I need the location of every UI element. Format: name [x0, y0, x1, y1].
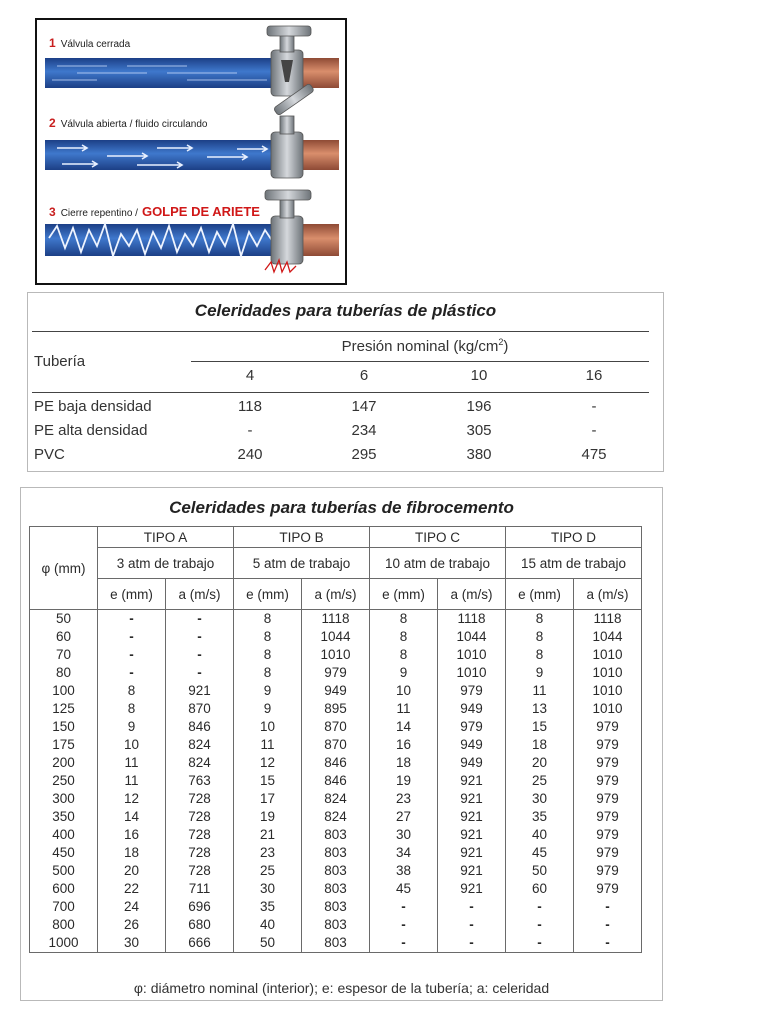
table-cell: 9 — [98, 718, 166, 736]
table-footnote: φ: diámetro nominal (interior); e: espesor de la tubería; a: celeridad — [133, 980, 550, 996]
table-cell: 1010 — [574, 646, 642, 664]
table-cell: 1044 — [438, 628, 506, 646]
step-1-label — [49, 36, 130, 50]
table-row — [30, 700, 642, 718]
cell: - — [591, 398, 597, 415]
table-cell: 8 — [234, 610, 302, 629]
table-cell: 40 — [506, 826, 574, 844]
table-cell: - — [98, 628, 166, 646]
table-cell: 979 — [574, 880, 642, 898]
table-title: Celeridades para tuberías de fibrocemento — [169, 498, 514, 517]
table-cell: 50 — [506, 862, 574, 880]
table-cell: - — [574, 934, 642, 953]
pressure-group-header — [342, 337, 509, 355]
table-cell: 20 — [506, 754, 574, 772]
table-cell: 846 — [302, 772, 370, 790]
table-cell: 9 — [370, 664, 438, 682]
table-cell: 25 — [234, 862, 302, 880]
table-cell: 666 — [166, 934, 234, 953]
table-row — [30, 682, 642, 700]
table-cell: 22 — [98, 880, 166, 898]
table-cell: 21 — [234, 826, 302, 844]
cell: 305 — [466, 422, 492, 439]
table-cell: 921 — [438, 862, 506, 880]
table-cell: 18 — [370, 754, 438, 772]
table-cell: - — [574, 898, 642, 916]
diameter-cell: 150 — [30, 718, 98, 736]
table-cell: - — [506, 934, 574, 953]
table-cell: 10 — [370, 682, 438, 700]
table-cell: 979 — [438, 718, 506, 736]
pressure-col: 10 — [470, 367, 488, 384]
working-pressure-header: 10 atm de trabajo — [370, 548, 506, 579]
table-cell: 18 — [506, 736, 574, 754]
table-cell: 728 — [166, 808, 234, 826]
pipe-open-valve — [45, 83, 339, 178]
table-cell: 824 — [302, 790, 370, 808]
table-cell: 979 — [574, 718, 642, 736]
type-header: TIPO D — [506, 527, 642, 548]
table-cell: 14 — [98, 808, 166, 826]
table-row — [30, 916, 642, 934]
table-cell: 979 — [438, 682, 506, 700]
step-3-label — [49, 204, 260, 219]
type-header: TIPO A — [98, 527, 234, 548]
row-name: PE alta densidad — [34, 422, 148, 439]
table-cell: 921 — [438, 808, 506, 826]
thickness-header: e (mm) — [234, 579, 302, 610]
cell: 147 — [351, 398, 377, 415]
table-cell: 921 — [438, 826, 506, 844]
table-row — [30, 862, 642, 880]
table-cell: 8 — [234, 646, 302, 664]
table-cell: 921 — [438, 880, 506, 898]
table-cell: - — [370, 916, 438, 934]
table-cell: 803 — [302, 844, 370, 862]
row-name: PE baja densidad — [34, 398, 152, 415]
table-cell: 8 — [98, 682, 166, 700]
table-cell: 728 — [166, 790, 234, 808]
table-cell: 30 — [506, 790, 574, 808]
thickness-header: e (mm) — [506, 579, 574, 610]
table-row — [30, 754, 642, 772]
table-cell: 1118 — [302, 610, 370, 629]
table-row — [30, 646, 642, 664]
table-cell: 979 — [574, 790, 642, 808]
working-pressure-header: 15 atm de trabajo — [506, 548, 642, 579]
table-cell: - — [574, 916, 642, 934]
table-cell: 12 — [98, 790, 166, 808]
table-row — [30, 718, 642, 736]
diameter-cell: 125 — [30, 700, 98, 718]
table-cell: 1118 — [438, 610, 506, 629]
table-cell: 30 — [98, 934, 166, 953]
table-row — [30, 934, 642, 953]
table-cell: 824 — [166, 754, 234, 772]
table-cell: 979 — [574, 826, 642, 844]
type-header: TIPO B — [234, 527, 370, 548]
row-name: PVC — [34, 446, 65, 463]
table-cell: 23 — [234, 844, 302, 862]
pressure-header-text: Presión nominal (kg/cm — [341, 338, 499, 355]
table-cell: 8 — [370, 610, 438, 629]
table-cell: 8 — [370, 628, 438, 646]
table-cell: 803 — [302, 880, 370, 898]
working-pressure-header: 5 atm de trabajo — [234, 548, 370, 579]
table-cell: 711 — [166, 880, 234, 898]
pipe-diagram — [37, 20, 345, 283]
table-cell: 949 — [302, 682, 370, 700]
diameter-cell: 100 — [30, 682, 98, 700]
table-cell: - — [166, 628, 234, 646]
celerity-header: a (m/s) — [574, 579, 642, 610]
diameter-cell: 50 — [30, 610, 98, 629]
table-cell: 979 — [574, 736, 642, 754]
table-cell: 870 — [302, 736, 370, 754]
table-cell: - — [370, 934, 438, 953]
divider — [32, 331, 649, 332]
table-cell: 1010 — [438, 646, 506, 664]
celerity-header: a (m/s) — [166, 579, 234, 610]
cell: 118 — [238, 398, 262, 415]
pressure-col: 6 — [359, 367, 369, 384]
diameter-cell: 300 — [30, 790, 98, 808]
diameter-cell: 350 — [30, 808, 98, 826]
table-cell: 27 — [370, 808, 438, 826]
table-cell: - — [98, 664, 166, 682]
table-row — [30, 808, 642, 826]
pressure-col: 16 — [585, 367, 603, 384]
table-cell: 8 — [98, 700, 166, 718]
table-cell: 1044 — [574, 628, 642, 646]
table-cell: 12 — [234, 754, 302, 772]
table-cell: 728 — [166, 826, 234, 844]
table-cell: 30 — [234, 880, 302, 898]
table-cell: 8 — [506, 610, 574, 629]
step-text: Válvula cerrada — [60, 39, 131, 50]
cell: 295 — [351, 446, 377, 463]
table-cell: 824 — [302, 808, 370, 826]
table-cell: 680 — [166, 916, 234, 934]
table-cell: 803 — [302, 826, 370, 844]
table-cell: 1010 — [438, 664, 506, 682]
table-cell: - — [166, 610, 234, 629]
diameter-cell: 500 — [30, 862, 98, 880]
table-cell: 979 — [574, 754, 642, 772]
table-row — [30, 664, 642, 682]
table-cell: 14 — [370, 718, 438, 736]
table-cell: 1010 — [574, 664, 642, 682]
table-cell: 15 — [506, 718, 574, 736]
table-cell: 60 — [506, 880, 574, 898]
table-cell: 26 — [98, 916, 166, 934]
table-cell: 30 — [370, 826, 438, 844]
table-cell: - — [166, 664, 234, 682]
table-cell: 763 — [166, 772, 234, 790]
table-cell: 35 — [234, 898, 302, 916]
table-cell: 979 — [574, 844, 642, 862]
cell: 234 — [351, 422, 377, 439]
step-number: 1 — [49, 36, 56, 50]
table-row — [30, 898, 642, 916]
table-cell: 921 — [166, 682, 234, 700]
table-cell: 870 — [302, 718, 370, 736]
table-row — [30, 736, 642, 754]
table-title: Celeridades para tuberías de plástico — [194, 301, 497, 320]
diameter-header: φ (mm) — [30, 527, 98, 610]
table-cell: 10 — [234, 718, 302, 736]
table-cell: 35 — [506, 808, 574, 826]
diameter-cell: 60 — [30, 628, 98, 646]
unit-superscript: 2 — [498, 337, 504, 347]
diameter-cell: 80 — [30, 664, 98, 682]
cell: 240 — [237, 446, 263, 463]
table-row — [30, 826, 642, 844]
table-cell: 1010 — [574, 682, 642, 700]
table-cell: - — [166, 646, 234, 664]
table-row — [30, 790, 642, 808]
table-row — [30, 628, 642, 646]
table-cell: 11 — [370, 700, 438, 718]
table-cell: 9 — [234, 682, 302, 700]
divider — [191, 361, 649, 362]
table-cell: 921 — [438, 844, 506, 862]
diameter-cell: 250 — [30, 772, 98, 790]
working-pressure-header: 3 atm de trabajo — [98, 548, 234, 579]
table-cell: 921 — [438, 790, 506, 808]
cell: - — [247, 422, 253, 439]
step-number: 3 — [49, 205, 56, 219]
table-cell: 13 — [506, 700, 574, 718]
table-body — [30, 610, 642, 953]
pipe-water-hammer — [45, 190, 339, 272]
table-cell: 846 — [302, 754, 370, 772]
type-header: TIPO C — [370, 527, 506, 548]
table-cell: 11 — [506, 682, 574, 700]
table-cell: 979 — [302, 664, 370, 682]
table-cell: 803 — [302, 898, 370, 916]
table-cell: 8 — [506, 628, 574, 646]
table-cell: 921 — [438, 772, 506, 790]
celerity-table — [29, 526, 642, 953]
table-cell: - — [370, 898, 438, 916]
cell: 475 — [581, 446, 607, 463]
table-cell: 17 — [234, 790, 302, 808]
table-cell: 24 — [98, 898, 166, 916]
table-cell: - — [98, 646, 166, 664]
table-cell: 18 — [98, 844, 166, 862]
step-number: 2 — [49, 116, 56, 130]
table-cell: 45 — [506, 844, 574, 862]
table-cell: 23 — [370, 790, 438, 808]
diameter-cell: 450 — [30, 844, 98, 862]
diameter-cell: 200 — [30, 754, 98, 772]
table-cell: 25 — [506, 772, 574, 790]
table-cell: 16 — [370, 736, 438, 754]
table-cell: 696 — [166, 898, 234, 916]
table-cell: 16 — [98, 826, 166, 844]
table-cell: 728 — [166, 862, 234, 880]
step-2-label — [49, 116, 207, 130]
table-cell: 803 — [302, 934, 370, 953]
cell: 196 — [466, 398, 492, 415]
table-cell: - — [506, 898, 574, 916]
table-cell: 9 — [234, 700, 302, 718]
diameter-cell: 600 — [30, 880, 98, 898]
table-cell: - — [98, 610, 166, 629]
table-cell: - — [438, 898, 506, 916]
fibrocement-pipe-table — [20, 487, 663, 1001]
table-cell: 949 — [438, 736, 506, 754]
table-cell: 34 — [370, 844, 438, 862]
table-cell: 1044 — [302, 628, 370, 646]
table-row — [30, 610, 642, 629]
row-header: Tubería — [34, 353, 86, 370]
table-cell: 8 — [370, 646, 438, 664]
table-cell: 846 — [166, 718, 234, 736]
celerity-header: a (m/s) — [438, 579, 506, 610]
table-cell: 38 — [370, 862, 438, 880]
table-cell: 803 — [302, 916, 370, 934]
diameter-cell: 175 — [30, 736, 98, 754]
table-cell: 1010 — [574, 700, 642, 718]
table-cell: 15 — [234, 772, 302, 790]
table-cell: 8 — [234, 664, 302, 682]
table-cell: 949 — [438, 700, 506, 718]
table-cell: - — [506, 916, 574, 934]
plastic-pipe-table — [27, 292, 664, 472]
table-cell: 979 — [574, 862, 642, 880]
table-cell: - — [438, 934, 506, 953]
table-cell: 895 — [302, 700, 370, 718]
table-cell: 1010 — [302, 646, 370, 664]
diameter-cell: 70 — [30, 646, 98, 664]
table-cell: 9 — [506, 664, 574, 682]
table-cell: 728 — [166, 844, 234, 862]
table-row — [30, 772, 642, 790]
table-cell: 949 — [438, 754, 506, 772]
table-cell: 824 — [166, 736, 234, 754]
table-cell: 979 — [574, 772, 642, 790]
cell: - — [591, 422, 597, 439]
table-cell: 8 — [506, 646, 574, 664]
diameter-cell: 800 — [30, 916, 98, 934]
table-cell: 11 — [234, 736, 302, 754]
table-cell: 8 — [234, 628, 302, 646]
table-cell: 979 — [574, 808, 642, 826]
table-cell: 40 — [234, 916, 302, 934]
table-row — [30, 844, 642, 862]
table-cell: 803 — [302, 862, 370, 880]
table-cell: 20 — [98, 862, 166, 880]
table-cell: 1118 — [574, 610, 642, 629]
step-text: Cierre repentino / — [60, 208, 138, 219]
table-cell: 870 — [166, 700, 234, 718]
table-cell: 10 — [98, 736, 166, 754]
water-hammer-illustration — [35, 18, 347, 285]
table-cell: 45 — [370, 880, 438, 898]
table-cell: 50 — [234, 934, 302, 953]
diameter-cell: 1000 — [30, 934, 98, 953]
thickness-header: e (mm) — [370, 579, 438, 610]
table-cell: 11 — [98, 754, 166, 772]
cell: 380 — [466, 446, 492, 463]
diameter-cell: 700 — [30, 898, 98, 916]
pressure-col: 4 — [245, 367, 255, 384]
diameter-cell: 400 — [30, 826, 98, 844]
table-cell: - — [438, 916, 506, 934]
step-text: Válvula abierta / fluido circulando — [60, 119, 208, 130]
thickness-header: e (mm) — [98, 579, 166, 610]
water-hammer-title: GOLPE DE ARIETE — [141, 204, 260, 219]
table-cell: 11 — [98, 772, 166, 790]
table-cell: 19 — [370, 772, 438, 790]
celerity-header: a (m/s) — [302, 579, 370, 610]
table-row — [30, 880, 642, 898]
divider — [32, 392, 649, 393]
table-cell: 19 — [234, 808, 302, 826]
pressure-header-close: ) — [503, 338, 509, 355]
